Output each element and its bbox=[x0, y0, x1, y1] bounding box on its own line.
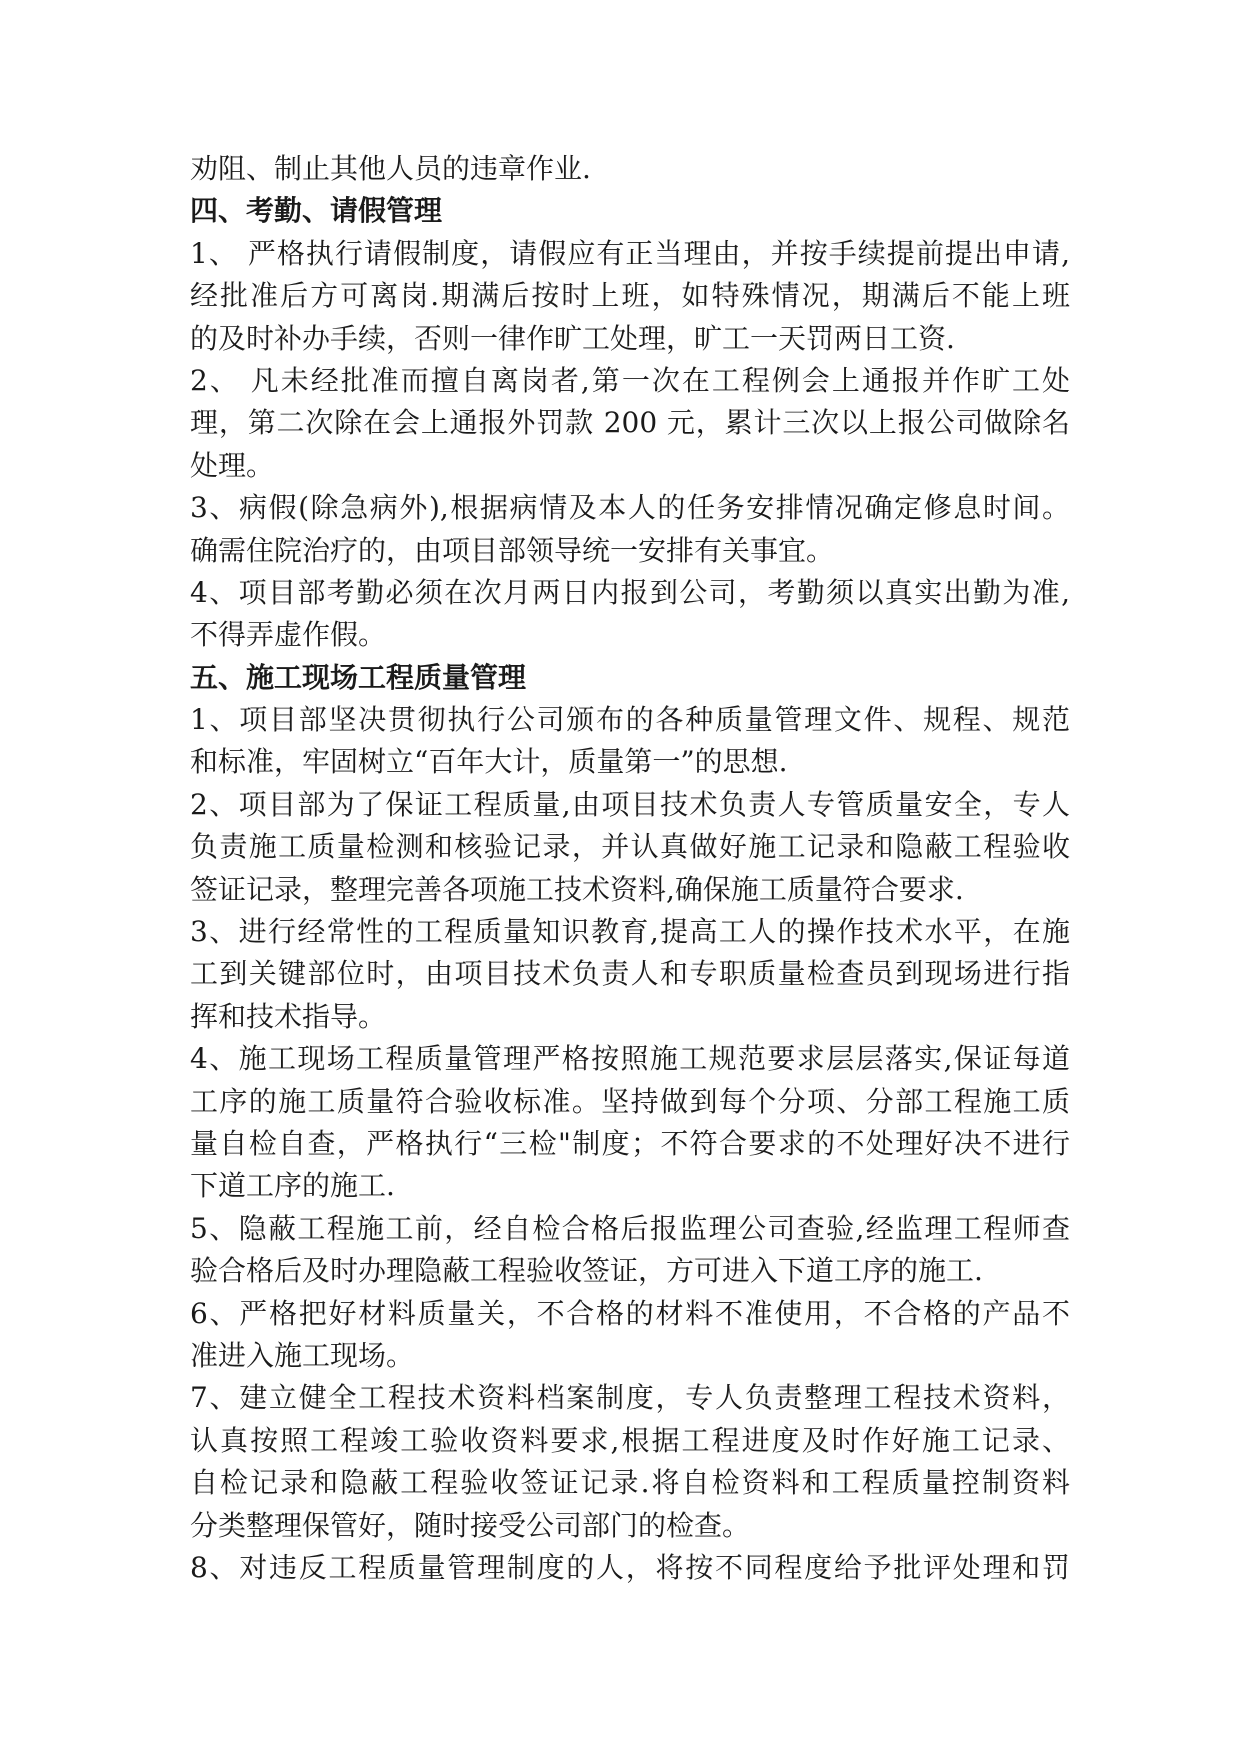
text-line: 工到关键部位时，由项目技术负责人和专职质量检查员到现场进行指 bbox=[190, 957, 1070, 991]
text-line: 7、建立健全工程技术资料档案制度，专人负责整理工程技术资料， bbox=[190, 1381, 1070, 1415]
text-line: 量自检自查，严格执行“三检"制度；不符合要求的不处理好决不进行 bbox=[190, 1126, 1070, 1160]
text-line: 自检记录和隐蔽工程验收签证记录.将自检资料和工程质量控制资料 bbox=[190, 1466, 1070, 1500]
text-line: 1、项目部坚决贯彻执行公司颁布的各种质量管理文件、规程、规范 bbox=[190, 703, 1070, 737]
text-line: 2、项目部为了保证工程质量,由项目技术负责人专管质量安全，专人 bbox=[190, 787, 1070, 821]
text-line: 经批准后方可离岗.期满后按时上班，如特殊情况，期满后不能上班 bbox=[190, 279, 1070, 313]
text-line: 的及时补办手续，否则一律作旷工处理，旷工一天罚两日工资. bbox=[190, 321, 955, 355]
text-line: 6、严格把好材料质量关，不合格的材料不准使用，不合格的产品不 bbox=[190, 1296, 1070, 1330]
text-line: 理，第二次除在会上通报外罚款 200 元，累计三次以上报公司做除名 bbox=[190, 406, 1070, 440]
text-line: 准进入施工现场。 bbox=[190, 1338, 415, 1372]
text-line: 2、 凡未经批准而擅自离岗者,第一次在工程例会上通报并作旷工处 bbox=[190, 363, 1070, 397]
text-line: 下道工序的施工. bbox=[190, 1169, 395, 1203]
text-line: 验合格后及时办理隐蔽工程验收签证，方可进入下道工序的施工. bbox=[190, 1254, 983, 1288]
text-line: 8、对违反工程质量管理制度的人，将按不同程度给予批评处理和罚 bbox=[190, 1550, 1070, 1584]
text-line: 1、 严格执行请假制度，请假应有正当理由，并按手续提前提出申请, bbox=[190, 236, 1070, 270]
text-line: 不得弄虚作假。 bbox=[190, 618, 387, 652]
text-line: 负责施工质量检测和核验记录，并认真做好施工记录和隐蔽工程验收 bbox=[190, 830, 1070, 864]
document-page bbox=[190, 148, 1070, 1589]
text-line: 劝阻、制止其他人员的违章作业. bbox=[190, 152, 591, 185]
text-line: 3、进行经常性的工程质量知识教育,提高工人的操作技术水平，在施 bbox=[190, 915, 1070, 949]
section-heading: 四、考勤、请假管理 bbox=[190, 194, 443, 228]
text-line: 确需住院治疗的，由项目部领导统一安排有关事宜。 bbox=[190, 533, 835, 567]
text-line: 3、病假(除急病外),根据病情及本人的任务安排情况确定修息时间。 bbox=[190, 491, 1070, 525]
text-line: 和标准，牢固树立“百年大计，质量第一”的思想. bbox=[190, 745, 788, 779]
text-line: 分类整理保管好，随时接受公司部门的检查。 bbox=[190, 1508, 751, 1542]
text-line: 4、项目部考勤必须在次月两日内报到公司，考勤须以真实出勤为准, bbox=[190, 575, 1070, 609]
text-line: 5、隐蔽工程施工前，经自检合格后报监理公司查验,经监理工程师查 bbox=[190, 1211, 1070, 1245]
text-line: 挥和技术指导。 bbox=[190, 999, 387, 1033]
text-line: 处理。 bbox=[190, 448, 275, 482]
text-line: 工序的施工质量符合验收标准。坚持做到每个分项、分部工程施工质 bbox=[190, 1084, 1070, 1118]
text-line: 认真按照工程竣工验收资料要求,根据工程进度及时作好施工记录、 bbox=[190, 1423, 1070, 1457]
section-heading: 五、施工现场工程质量管理 bbox=[190, 660, 527, 694]
text-line: 4、施工现场工程质量管理严格按照施工规范要求层层落实,保证每道 bbox=[190, 1042, 1070, 1076]
text-line: 签证记录，整理完善各项施工技术资料,确保施工质量符合要求. bbox=[190, 872, 964, 906]
